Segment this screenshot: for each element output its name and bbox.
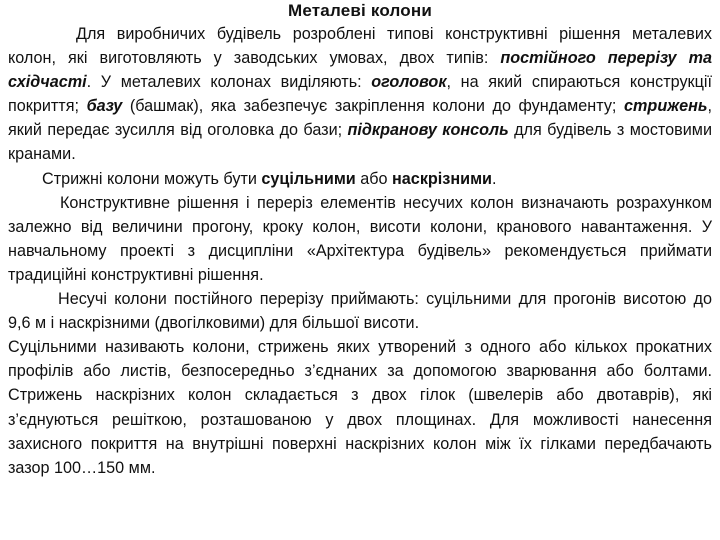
page-title: Металеві колони [287, 1, 433, 20]
text-run: Стрижні колони можуть бути [42, 169, 262, 188]
text-run: для будівель з мостовими кранами. [8, 121, 712, 164]
paragraph-design-solution: Конструктивне рішення і переріз елементів несучих колон визначають розрахунком залежно від величини прогону, кроку колон, висоти колони, кранового навантаження. У навчальному проекті з дисципліни «Архітектура будівель» рекомендується приймати традиційні конструктивні рішення. [8, 193, 712, 284]
paragraph-column-types [8, 22, 712, 167]
term-crane-console: підкранову консоль [347, 121, 509, 140]
text-run: Для виробничих будівель розроблені типові конструктивні рішення металевих колон, які виготовляють у заводських умовах, двох типів: [8, 25, 712, 68]
text-run: (башмак), яка забезпечує закріплення колони до фундаменту; [122, 97, 625, 116]
term-solid: суцільними [261, 169, 356, 188]
paragraph-shaft-kinds [8, 167, 712, 191]
text-run: , на який спираються конструкції покриття; [8, 73, 712, 116]
text-run: . У металевих колонах виділяють: [86, 73, 372, 92]
term-lattice: наскрізними [392, 169, 493, 188]
term-shaft: стрижень [624, 97, 708, 116]
text-run: , який передає зусилля від оголовка до бази; [8, 97, 713, 140]
text-run: або [355, 169, 393, 188]
paragraph-solid-definition: Суцільними називають колони, стрижень яких утворений з одного або кількох прокатних профілів або листів, безпосередньо з’єднаних за допомогою зварювання або болтами. Стрижень наскрізних колон складається з двох гілок (швелерів або двотаврів), які з’єднуються решіткою, розташованою у двох площинах. Для можливості нанесення захисного покриття на внутрішні поверхні наскрізних колон між їх гілками передбачають зазор 100…150 мм. [8, 338, 712, 477]
term-cap: оголовок [371, 73, 447, 92]
term-column-types: постійного перерізу та східчасті [8, 49, 712, 92]
text-run: . [492, 169, 497, 188]
term-base: базу [86, 97, 123, 116]
paragraph-constant-section: Несучі колони постійного перерізу приймають: суцільними для прогонів висотою до 9,6 м і наскрізними (двогілковими) для більшої висоти. [8, 290, 712, 333]
